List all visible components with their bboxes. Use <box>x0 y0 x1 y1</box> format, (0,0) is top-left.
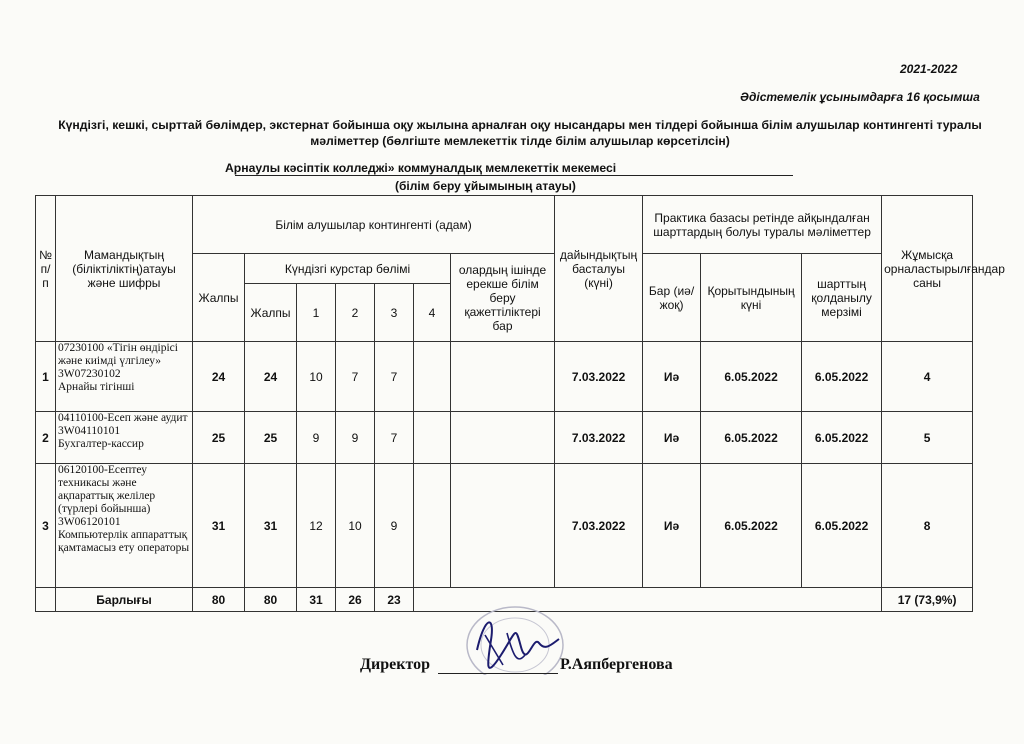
header-daytime: Күндізгі курстар бөлімі <box>245 254 451 284</box>
course-2-cell: 10 <box>336 464 375 588</box>
header-course-3: 3 <box>375 284 414 342</box>
course-1-cell: 12 <box>297 464 336 588</box>
specialty-cell <box>56 342 193 412</box>
academic-year: 2021-2022 <box>900 62 958 76</box>
header-exists: Бар (иә/жоқ) <box>643 254 701 342</box>
special-needs-cell <box>451 464 555 588</box>
specialty-code: 3W07230102 <box>58 368 121 380</box>
course-1-cell: 9 <box>297 412 336 464</box>
institution-caption: (білім беру ұйымының атауы) <box>395 179 576 193</box>
header-course-1: 1 <box>297 284 336 342</box>
specialty-cell <box>56 412 193 464</box>
institution-underline <box>235 175 793 176</box>
header-employed: Жұмысқа орналастырылғандар саны <box>882 196 973 342</box>
total-cell: 24 <box>193 342 245 412</box>
specialty-name: 04110100-Есеп және аудит <box>58 412 188 424</box>
day-total-cell: 31 <box>245 464 297 588</box>
specialty-name: 07230100 «Тігін өндірісі және киімді үлгілеу» <box>58 342 178 367</box>
table-row <box>36 464 973 588</box>
course-2-cell: 7 <box>336 342 375 412</box>
header-course-2: 2 <box>336 284 375 342</box>
header-contingent: Білім алушылар контингенті (адам) <box>193 196 555 254</box>
grand-course-2-cell: 26 <box>336 588 375 612</box>
total-cell: 31 <box>193 464 245 588</box>
day-total-cell: 24 <box>245 342 297 412</box>
header-start-date: дайындықтың басталуы (күні) <box>555 196 643 342</box>
qualification: Компьютерлік аппараттық қамтамасыз ету операторы <box>58 529 190 554</box>
conclusion-date-cell: 6.05.2022 <box>701 464 802 588</box>
header-practice: Практика базасы ретінде айқындалған шарттардың болуы туралы мәліметтер <box>643 196 882 254</box>
employed-cell: 8 <box>882 464 973 588</box>
total-label: Барлығы <box>56 588 193 612</box>
specialty-cell <box>56 464 193 588</box>
qualification: Арнайы тігінші <box>58 381 135 393</box>
institution-name: Арнаулы кәсіптік колледжі» коммуналдық мемлекеттік мекемесі <box>225 161 617 175</box>
header-total: Жалпы <box>193 254 245 342</box>
course-3-cell: 7 <box>375 412 414 464</box>
header-conclusion-date: Қорытындының күні <box>701 254 802 342</box>
table-row <box>36 412 973 464</box>
special-needs-cell <box>451 342 555 412</box>
total-cell: 25 <box>193 412 245 464</box>
course-1-cell: 10 <box>297 342 336 412</box>
validity-cell: 6.05.2022 <box>802 342 882 412</box>
header-day-total: Жалпы <box>245 284 297 342</box>
director-name: Р.Аяпбергенова <box>560 656 673 673</box>
specialty-code: 3W06120101 <box>58 516 121 528</box>
grand-total-cell: 80 <box>193 588 245 612</box>
course-4-cell <box>414 342 451 412</box>
grand-course-1-cell: 31 <box>297 588 336 612</box>
document-title <box>40 117 1000 149</box>
start-date-cell: 7.03.2022 <box>555 464 643 588</box>
day-total-cell: 25 <box>245 412 297 464</box>
row-number: 1 <box>36 342 56 412</box>
start-date-cell: 7.03.2022 <box>555 412 643 464</box>
signature-and-stamp-image <box>455 595 575 675</box>
header-course-4: 4 <box>414 284 451 342</box>
course-4-cell <box>414 412 451 464</box>
validity-cell: 6.05.2022 <box>802 464 882 588</box>
course-3-cell: 7 <box>375 342 414 412</box>
exists-cell: Иә <box>643 342 701 412</box>
start-date-cell: 7.03.2022 <box>555 342 643 412</box>
specialty-code: 3W04110101 <box>58 425 121 437</box>
conclusion-date-cell: 6.05.2022 <box>701 342 802 412</box>
contingent-table <box>35 195 1005 612</box>
qualification: Бухгалтер-кассир <box>58 438 144 450</box>
table-row <box>36 342 973 412</box>
title-line-2: мәліметтер (бөлгіште мемлекеттік тілде білім алушылар көрсетілсін) <box>310 134 730 148</box>
conclusion-date-cell: 6.05.2022 <box>701 412 802 464</box>
director-label: Директор <box>360 656 430 673</box>
course-2-cell: 9 <box>336 412 375 464</box>
appendix-note: Әдістемелік ұсынымдарға 16 қосымша <box>740 90 980 104</box>
course-3-cell: 9 <box>375 464 414 588</box>
employed-cell: 4 <box>882 342 973 412</box>
header-no: № п/п <box>36 196 56 342</box>
signature-line <box>438 673 558 674</box>
title-line-1: Күндізгі, кешкі, сырттай бөлімдер, экстернат бойынша оқу жылына арналған оқу нысандары мен тілдері бойынша білім алушылар контингенті туралы <box>58 118 982 132</box>
exists-cell: Иә <box>643 464 701 588</box>
specialty-name: 06120100-Есептеу техникасы және ақпараттық желілер (түрлері бойынша) <box>58 464 156 515</box>
course-4-cell <box>414 464 451 588</box>
row-number: 3 <box>36 464 56 588</box>
grand-course-3-cell: 23 <box>375 588 414 612</box>
total-row-empty <box>36 588 56 612</box>
signature-stroke <box>477 622 559 668</box>
header-special-needs: олардың ішінде ерекше білім беру қажеттіліктері бар <box>451 254 555 342</box>
header-specialty: Мамандықтың (біліктіліктің)атауы және шифры <box>56 196 193 342</box>
grand-employed-cell: 17 (73,9%) <box>882 588 973 612</box>
validity-cell: 6.05.2022 <box>802 412 882 464</box>
special-needs-cell <box>451 412 555 464</box>
row-number: 2 <box>36 412 56 464</box>
employed-cell: 5 <box>882 412 973 464</box>
grand-day-total-cell: 80 <box>245 588 297 612</box>
exists-cell: Иә <box>643 412 701 464</box>
header-validity: шарттың қолданылу мерзімі <box>802 254 882 342</box>
